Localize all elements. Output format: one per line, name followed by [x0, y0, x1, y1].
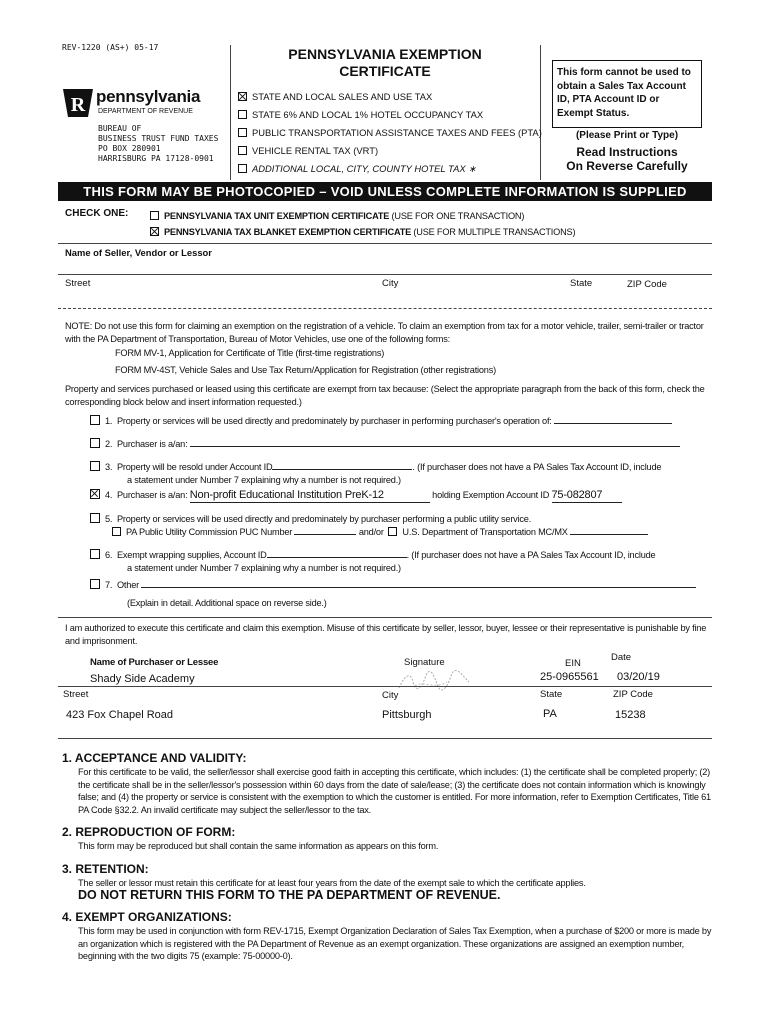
- certificate-type-unit[interactable]: PENNSYLVANIA TAX UNIT EXEMPTION CERTIFICATE (USE FOR ONE TRANSACTION): [150, 208, 575, 224]
- purchaser-zip-label: ZIP Code: [613, 689, 653, 700]
- purchaser-street-label: Street: [63, 689, 89, 700]
- reason-3: 3. Property will be resold under Account ID . (If purchaser does not have a PA Sales Tax Account ID, include a statement under Number 7 explaining why a number is not required.): [90, 461, 716, 486]
- vehicle-note: NOTE: Do not use this form for claiming an exemption on the registration of a vehicle. To claim an exemption from tax for a motor vehicle, trailer, semi-trailer or tractor with the PA Department of Transportation, Bureau of Motor Vehicles, use one of the following forms:: [65, 321, 704, 344]
- purchaser-city-value[interactable]: Pittsburgh: [382, 709, 432, 721]
- seller-street-label: Street: [65, 278, 91, 289]
- reason-intro: Property and services purchased or leased using this certificate are exempt from tax because: (Select the appropriate paragraph from the back of this form, check the corresponding block below and insert information requested.): [65, 384, 705, 407]
- signature-image: [395, 668, 475, 697]
- checkbox-icon[interactable]: [238, 146, 247, 155]
- seller-zip-label: ZIP Code: [627, 279, 667, 290]
- reason-2-field[interactable]: [190, 446, 680, 447]
- section-2-text: This form may be reproduced but shall contain the same information as appears on this form.: [78, 841, 439, 851]
- seller-city-label: City: [382, 278, 399, 289]
- section-4-text: This form may be used in conjunction with form REV-1715, Exempt Organization Declaration of Sales Tax Exemption, when a purchase of $200 or more is made by an organization which is registered with the PA Department of Revenue as an exempt organization. These organizations are assigned an exemption number, beginning with the two digits 75 (example: 75-00000-0).: [78, 926, 712, 961]
- certificate-type-options: [150, 208, 575, 240]
- purchaser-state-label: State: [540, 689, 563, 700]
- checkbox-icon[interactable]: [238, 128, 247, 137]
- section-4-title: 4. EXEMPT ORGANIZATIONS:: [62, 910, 232, 924]
- section-2-title: 2. REPRODUCTION OF FORM:: [62, 825, 236, 839]
- do-not-return-notice: DO NOT RETURN THIS FORM TO THE PA DEPARTMENT OF REVENUE.: [78, 888, 501, 902]
- certificate-type-blanket[interactable]: PENNSYLVANIA TAX BLANKET EXEMPTION CERTIFICATE (USE FOR MULTIPLE TRANSACTIONS): [150, 224, 575, 240]
- purchaser-city-label: City: [382, 690, 399, 701]
- signature-label: Signature: [404, 657, 445, 668]
- tax-option[interactable]: ADDITIONAL LOCAL, CITY, COUNTY HOTEL TAX ∗: [238, 160, 542, 178]
- tax-type-options: [238, 88, 542, 178]
- seller-address-field[interactable]: [65, 292, 705, 306]
- reason-5: 5. Property or services will be used directly and predominately by purchaser performing a public utility service. PA Public Utility Commission PUC Number and/or U.S. Department of Transportation MC/MX: [90, 513, 714, 538]
- check-one-label: CHECK ONE:: [65, 208, 129, 219]
- section-1-title: 1. ACCEPTANCE AND VALIDITY:: [62, 751, 247, 765]
- seller-name-label: Name of Seller, Vendor or Lessor: [65, 247, 212, 258]
- checkbox-icon[interactable]: [150, 211, 159, 220]
- purchaser-name-label: Name of Purchaser or Lessee: [90, 657, 219, 668]
- logo-text: pennsylvania: [96, 87, 201, 106]
- reason-1-field[interactable]: [554, 423, 672, 424]
- section-3-text: The seller or lessor must retain this certificate for at least four years from the date of the exempt sale to which the certificate applies.: [78, 878, 586, 888]
- form-title: PENNSYLVANIA EXEMPTION CERTIFICATE: [288, 46, 482, 79]
- agency-address: BUREAU OF BUSINESS TRUST FUND TAXES PO BOX 280901 HARRISBURG PA 17128-0901: [98, 124, 219, 163]
- checkbox-icon[interactable]: [90, 461, 100, 471]
- tax-option[interactable]: PUBLIC TRANSPORTATION ASSISTANCE TAXES AND FEES (PTA): [238, 124, 542, 142]
- checkbox-icon[interactable]: [90, 513, 100, 523]
- form-id: REV-1220 (AS+) 05-17: [62, 43, 159, 52]
- tax-option[interactable]: STATE AND LOCAL SALES AND USE TAX: [238, 88, 542, 106]
- reason-1: 1. Property or services will be used directly and predominately by purchaser in performing purchaser's operation of:: [90, 415, 714, 428]
- side-note-box: This form cannot be used to obtain a Sales Tax Account ID, PTA Account ID or Exempt Status.: [552, 60, 702, 128]
- ein-label: EIN: [565, 658, 581, 669]
- reason-4-account-field[interactable]: 75-082807: [552, 489, 622, 503]
- purchaser-name-value[interactable]: Shady Side Academy: [90, 673, 195, 685]
- reason-7-field[interactable]: [141, 587, 696, 588]
- checkbox-icon[interactable]: [90, 415, 100, 425]
- checkbox-icon[interactable]: [90, 579, 100, 589]
- seller-state-label: State: [570, 278, 593, 289]
- reason-4: 4. Purchaser is a/an: Non-profit Educational Institution PreK-12 holding Exemption Account ID 75-082807: [90, 489, 714, 503]
- form-mv1: FORM MV-1, Application for Certificate of Title (first-time registrations): [115, 348, 385, 358]
- read-note: Read Instructions On Reverse Carefully: [566, 145, 688, 173]
- tax-option[interactable]: STATE 6% AND LOCAL 1% HOTEL OCCUPANCY TAX: [238, 106, 542, 124]
- svg-text:R: R: [70, 94, 86, 116]
- reason-6-account-field[interactable]: [267, 557, 407, 558]
- ein-value[interactable]: 25-0965561: [540, 671, 599, 683]
- keystone-icon: [60, 85, 96, 121]
- checkbox-icon[interactable]: [388, 527, 397, 536]
- checkbox-icon[interactable]: [238, 164, 247, 173]
- reason-6: 6. Exempt wrapping supplies, Account ID . (If purchaser does not have a PA Sales Tax Account ID, include a statement under Number 7 explaining why a number is not required.): [90, 549, 716, 574]
- section-1-text: For this certificate to be valid, the seller/lessor shall exercise good faith in accepting this certificate, which includes: (1) the certificate shall be completed properly; (2) the certificate shall be in the seller/lessor's possession within 60 days from the date of sale/lease; (3) the certificate does not contain information which is knowingly false; and (4) the property or service is consistent with the exemption to which the customer is entitled. For more information, refer to Exemption Certificates, Title 61 PA Code §32.2. An invalid certificate may subject the seller/lessor to the tax.: [78, 767, 711, 815]
- pa-logo: [60, 85, 96, 124]
- date-value[interactable]: 03/20/19: [617, 671, 660, 683]
- reason-7: 7. Other (Explain in detail. Additional space on reverse side.): [90, 579, 714, 609]
- reason-2: 2. Purchaser is a/an:: [90, 438, 714, 451]
- checkbox-icon[interactable]: [112, 527, 121, 536]
- authorization-statement: I am authorized to execute this certificate and claim this exemption. Misuse of this certificate by seller, lessor, buyer, lessee or their representative is punishable by fine and imprisonment.: [65, 623, 707, 646]
- seller-name-field[interactable]: [65, 262, 705, 274]
- print-note: (Please Print or Type): [575, 130, 679, 141]
- signature-scribble-icon: [395, 668, 475, 694]
- checkbox-icon[interactable]: [90, 438, 100, 448]
- checkbox-checked-icon[interactable]: [150, 227, 159, 236]
- dept-name: DEPARTMENT OF REVENUE: [98, 108, 193, 115]
- form-mv4st: FORM MV-4ST, Vehicle Sales and Use Tax Return/Application for Registration (other registrations): [115, 365, 496, 375]
- date-label: Date: [611, 652, 632, 663]
- reason-3-account-field[interactable]: [272, 469, 412, 470]
- puc-number-field[interactable]: [294, 534, 356, 535]
- purchaser-zip-value[interactable]: 15238: [615, 709, 646, 721]
- reason-4-purchaser-type-field[interactable]: Non-profit Educational Institution PreK-12: [190, 489, 430, 503]
- tax-option[interactable]: VEHICLE RENTAL TAX (VRT): [238, 142, 542, 160]
- section-3-title: 3. RETENTION:: [62, 862, 149, 876]
- purchaser-street-value[interactable]: 423 Fox Chapel Road: [66, 709, 174, 721]
- photocopy-banner: THIS FORM MAY BE PHOTOCOPIED – VOID UNLESS COMPLETE INFORMATION IS SUPPLIED: [58, 182, 712, 201]
- mc-mx-field[interactable]: [570, 534, 648, 535]
- checkbox-icon[interactable]: [90, 549, 100, 559]
- checkbox-checked-icon[interactable]: [90, 489, 100, 499]
- checkbox-icon[interactable]: [238, 110, 247, 119]
- purchaser-state-value[interactable]: PA: [543, 708, 557, 720]
- checkbox-checked-icon[interactable]: [238, 92, 247, 101]
